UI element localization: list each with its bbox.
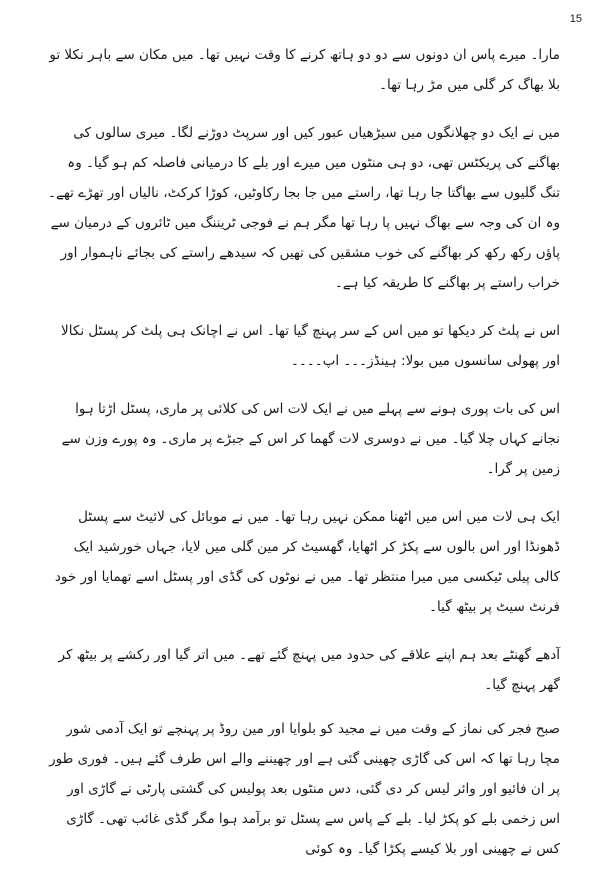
document-body xyxy=(48,40,560,882)
paragraph-5: ایک ہی لات میں اس میں اٹھنا ممکن نہیں رہا تھا۔ میں نے موبائل کی لائیٹ سے پسٹل ڈھونڈا اور اس بالوں سے پکڑ کر اٹھایا، گھسیٹ کر مین گلی میں لایا، جہاں خورشید ایک کالی پیلی ٹیکسی میں میرا منتظر تھا۔ میں نے نوٹوں کی گڈی اور پسٹل اسے تھمایا اور خود فرنٹ سیٹ پر بیٹھ گیا۔ xyxy=(54,509,560,615)
page-number: 15 xyxy=(569,13,582,25)
paragraph-1: مارا۔ میرے پاس ان دونوں سے دو دو ہاتھ کرنے کا وقت نہیں تھا۔ میں مکان سے باہر نکلا تو بلا بھاگ کر گلی میں مڑ رہا تھا۔ xyxy=(49,47,560,93)
paragraph-6: آدھے گھنٹے بعد ہم اپنے علاقے کی حدود میں پہنچ گئے تھے۔ میں اتر گیا اور رکشے پر بیٹھ کر گھر پہنچ گیا۔ xyxy=(58,647,560,693)
paragraph-3: اس نے پلٹ کر دیکھا تو میں اس کے سر پہنچ گیا تھا۔ اس نے اچانک ہی پلٹ کر پسٹل نکالا اور پھولی سانسوں میں بولا: ہینڈز۔۔۔ اپ۔۔۔۔ xyxy=(61,323,560,369)
paragraph-4: اس کی بات پوری ہونے سے پہلے میں نے ایک لات اس کی کلائی پر ماری، پسٹل اڑتا ہوا نجانے کہاں چلا گیا۔ میں نے دوسری لات گھما کر اس کے جبڑے پر ماری۔ وہ پورے وزن سے زمین پر گرا۔ xyxy=(61,401,560,477)
paragraph-2: میں نے ایک دو چھلانگوں میں سیڑھیاں عبور کیں اور سرپٹ دوڑنے لگا۔ میری سالوں کی بھاگنے کی پریکٹس تھی، دو ہی منٹوں میں میرے اور بلے کا درمیانی فاصلہ کم ہو گیا۔ وہ تنگ گلیوں سے بھاگتا جا رہا تھا، راستے میں جا بجا رکاوٹیں، کوڑا کرکٹ، نالیاں اور تھڑے تھے۔ وہ ان کی وجہ سے بھاگ نہیں پا رہا تھا مگر ہم نے فوجی ٹریننگ میں ٹائروں کے درمیان سے پاؤں رکھ رکھ کر بھاگنے کی خوب مشقیں کی تھیں کہ سیدھے راستے کی بجائے ناہموار اور خراب راستے پر بھاگنے کا طریقہ کیا ہے۔ xyxy=(48,125,560,291)
paragraph-7: صبح فجر کی نماز کے وقت میں نے مجید کو بلوایا اور مین روڈ پر پہنچے تو ایک آدمی شور مچا رہا تھا کہ اس کی گاڑی چھینی گئی ہے اور چھیننے والے اس طرف گئے ہیں۔ فوری طور پر ان فائیو اور وائر لیس کر دی گئی، دس منٹوں بعد پولیس کی گشتی پارٹی نے گاڑی اور اس زخمی بلے کو پکڑ لیا۔ بلے کے پاس سے پسٹل تو برآمد ہوا مگر گڈی غائب تھی۔ گاڑی کس نے چھینی اور بلا کیسے پکڑا گیا۔ وہ کوئی xyxy=(49,721,560,857)
